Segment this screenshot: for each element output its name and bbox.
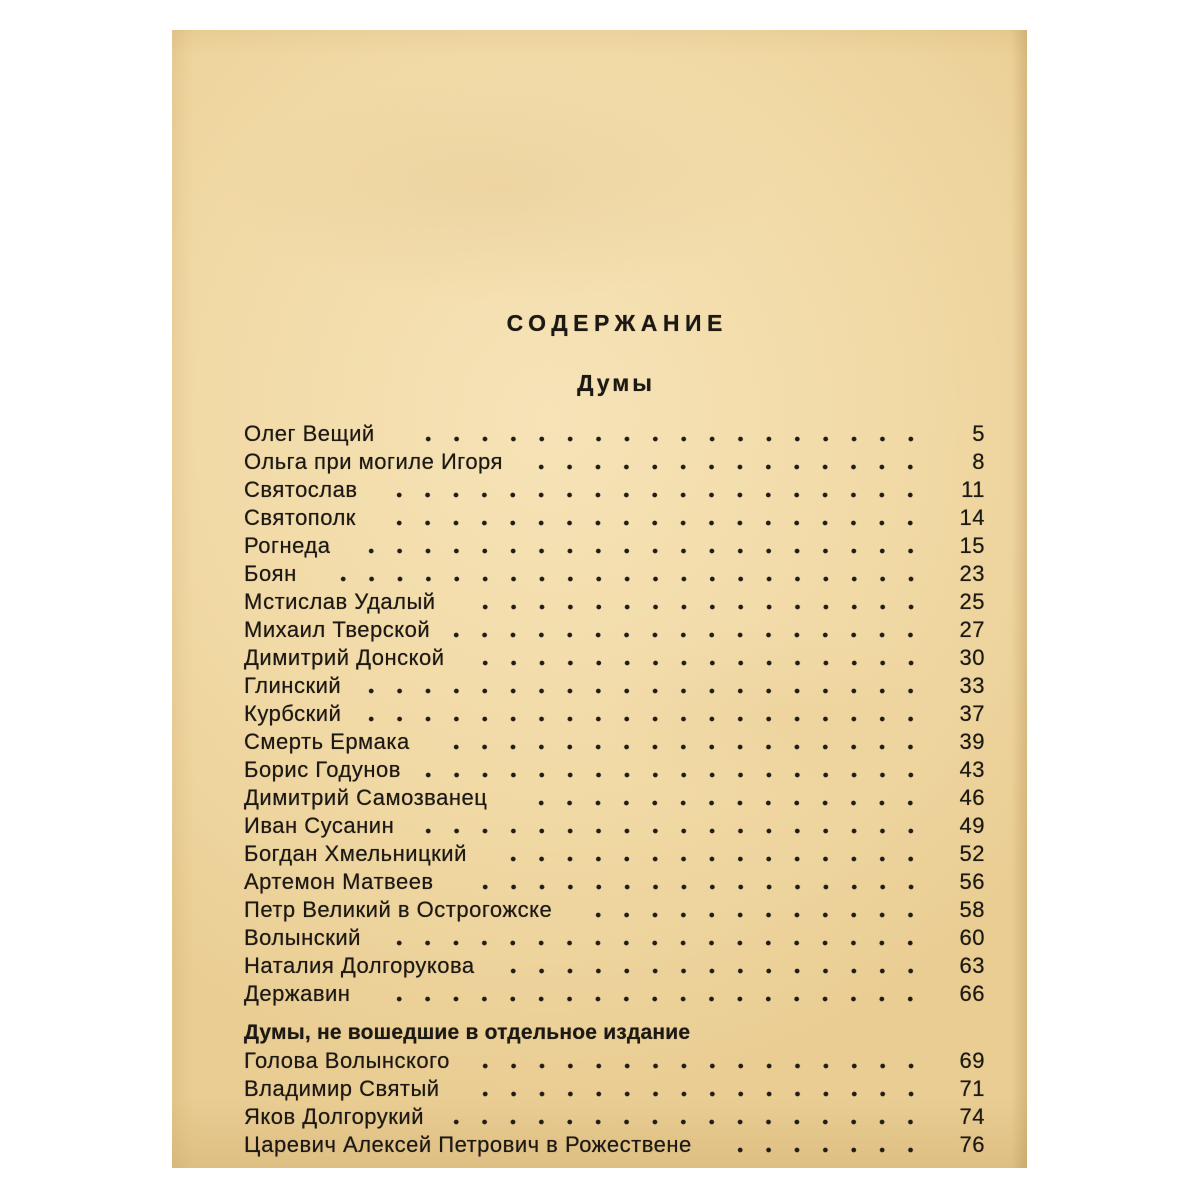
dot-leader (357, 672, 925, 700)
toc-entry-title: Глинский (244, 673, 342, 698)
dot-leader (414, 756, 925, 784)
toc-entry-title: Наталия Долгорукова (244, 953, 475, 978)
toc-list (244, 1047, 985, 1159)
toc-entry-title: Державин (244, 981, 351, 1006)
toc-entry-page-number: 39 (959, 729, 985, 754)
toc-entry-title: Петр Великий в Острогожске (244, 897, 553, 922)
dot-leader (499, 840, 925, 868)
toc-entry (244, 672, 985, 700)
toc-entry-page-number: 66 (959, 981, 985, 1006)
toc-entry (244, 896, 985, 924)
dot-leader (442, 728, 925, 756)
dot-leader (471, 588, 925, 616)
toc-entry-title: Ольга при могиле Игоря (244, 449, 503, 474)
dot-leader (584, 896, 925, 924)
toc-entry-page-number: 5 (972, 421, 985, 446)
toc-entry-title: Боян (244, 561, 297, 586)
dot-leader (726, 1131, 925, 1159)
toc-entry-title: Царевич Алексей Петрович в Рожествене (244, 1132, 692, 1157)
dot-leader (471, 868, 925, 896)
toc-entry (244, 868, 985, 896)
toc-entry-page-number: 8 (972, 449, 985, 474)
toc-entry (244, 952, 985, 980)
dot-leader (414, 420, 925, 448)
toc-entry-page-number: 25 (959, 589, 985, 614)
dot-leader (442, 1103, 925, 1131)
toc-entry (244, 476, 985, 504)
toc-entry-page-number: 30 (959, 645, 985, 670)
dot-leader (385, 980, 925, 1008)
toc-entry-page-number: 71 (959, 1076, 985, 1101)
toc-entry (244, 1075, 985, 1103)
toc-entry-page-number: 37 (959, 701, 985, 726)
toc-entry-page-number: 14 (959, 505, 985, 530)
dot-leader (385, 924, 925, 952)
toc-entry-title: Курбский (244, 701, 342, 726)
dot-leader (527, 784, 925, 812)
toc-entry (244, 504, 985, 532)
toc-entry-title: Михаил Тверской (244, 617, 431, 642)
dot-leader (471, 1047, 925, 1075)
toc-entry (244, 1103, 985, 1131)
toc-entry (244, 784, 985, 812)
toc-entry-page-number: 58 (959, 897, 985, 922)
toc-entry (244, 700, 985, 728)
toc-entry-page-number: 33 (959, 673, 985, 698)
toc-entry-page-number: 74 (959, 1104, 985, 1129)
toc-entry (244, 588, 985, 616)
toc-entry-title: Волынский (244, 925, 361, 950)
toc-entry-title: Рогнеда (244, 533, 331, 558)
section-title: Думы (577, 370, 655, 396)
dot-leader (357, 532, 925, 560)
toc-entry-title: Святополк (244, 505, 356, 530)
toc-entry-title: Борис Годунов (244, 757, 401, 782)
dot-leader (499, 952, 925, 980)
dot-leader (385, 476, 925, 504)
toc-entry (244, 1131, 985, 1159)
toc-entry (244, 616, 985, 644)
toc-entry (244, 1047, 985, 1075)
toc-entry-page-number: 76 (959, 1132, 985, 1157)
toc-entry-title: Смерть Ермака (244, 729, 410, 754)
toc-entry-title: Олег Вещий (244, 421, 375, 446)
toc-entry (244, 924, 985, 952)
toc-list (244, 420, 985, 1008)
dot-leader (527, 448, 925, 476)
toc-entry-page-number: 27 (959, 617, 985, 642)
book-page (172, 30, 1027, 1168)
toc-entry-title: Иван Сусанин (244, 813, 395, 838)
toc-entry (244, 980, 985, 1008)
toc-entry (244, 840, 985, 868)
dot-leader (329, 560, 925, 588)
toc-entry (244, 756, 985, 784)
toc-entry (244, 420, 985, 448)
toc-entry-title: Владимир Святый (244, 1076, 440, 1101)
toc-entry-page-number: 15 (959, 533, 985, 558)
toc-entry-page-number: 23 (959, 561, 985, 586)
dot-leader (471, 1075, 925, 1103)
toc-entry (244, 448, 985, 476)
toc-entry-page-number: 69 (959, 1048, 985, 1073)
toc-entry-page-number: 49 (959, 813, 985, 838)
toc-entry-page-number: 52 (959, 841, 985, 866)
toc-entry-title: Мстислав Удалый (244, 589, 436, 614)
toc-entry-title: Димитрий Самозванец (244, 785, 488, 810)
toc-entry-title: Яков Долгорукий (244, 1104, 424, 1129)
toc-entry (244, 644, 985, 672)
toc-entry-title: Святослав (244, 477, 358, 502)
dot-leader (385, 504, 925, 532)
toc-entry-page-number: 11 (961, 477, 985, 502)
toc-entry-page-number: 43 (959, 757, 985, 782)
toc-entry-page-number: 56 (959, 869, 985, 894)
toc-entry-page-number: 60 (959, 925, 985, 950)
toc-entry (244, 812, 985, 840)
page-title: СОДЕРЖАНИЕ (506, 310, 728, 336)
toc-entry-page-number: 63 (959, 953, 985, 978)
dot-leader (357, 700, 925, 728)
toc-entry-title: Голова Волынского (244, 1048, 450, 1073)
toc-entry (244, 532, 985, 560)
section-heading: Думы, не вошедшие в отдельное издание (244, 1021, 691, 1044)
dot-leader (414, 812, 925, 840)
toc-entry (244, 560, 985, 588)
toc-entry-title: Артемон Матвеев (244, 869, 434, 894)
dot-leader (471, 644, 925, 672)
toc-entry-title: Богдан Хмельницкий (244, 841, 467, 866)
toc-entry-page-number: 46 (959, 785, 985, 810)
dot-leader (442, 616, 925, 644)
toc-entry (244, 728, 985, 756)
toc-entry-title: Димитрий Донской (244, 645, 445, 670)
